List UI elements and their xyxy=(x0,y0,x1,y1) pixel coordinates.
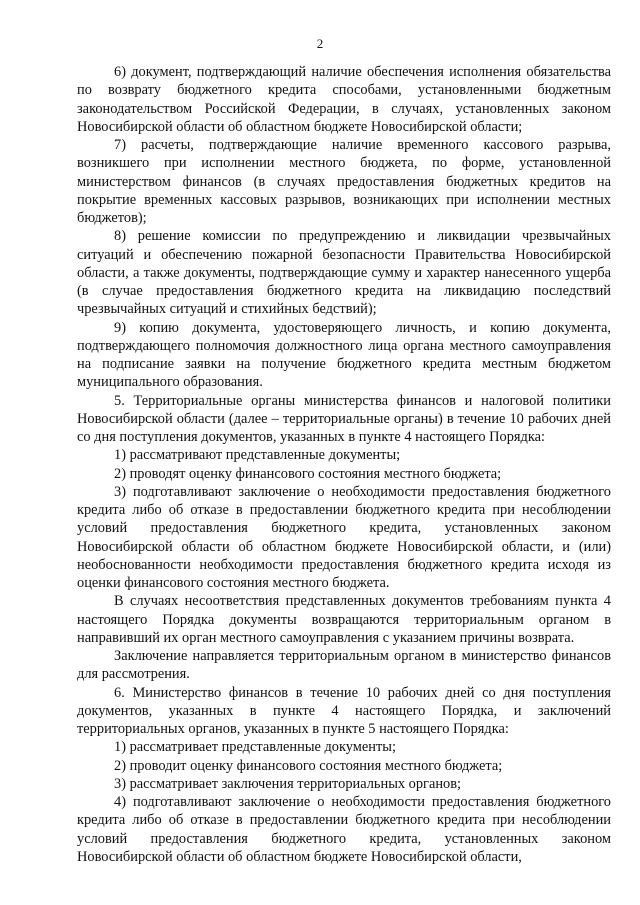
paragraph-item-6-guarantee-document: 6) документ, подтверждающий наличие обеспечения исполнения обязательства по возврату бюджетного кредита способами, установленными бюджетным законодательством Российской Федерации, в случаях, установленных законом Новосибирской области об областном бюджете Новосибирской области; xyxy=(77,64,611,135)
paragraph-section-6-item-2: 2) проводит оценку финансового состояния местного бюджета; xyxy=(114,757,503,774)
paragraph-section-6-item-4: 4) подготавливают заключение о необходимости предоставления бюджетного кредита либо об отказе в предоставлении бюджетного кредита при несоблюдении условий предоставления бюджетного кредита, установленных законом Новосибирской области об областном бюджете Новосибирской области, xyxy=(77,794,611,865)
paragraph-section-5-item-1: 1) рассматривают представленные документы; xyxy=(114,447,401,464)
paragraph-section-6-item-3: 3) рассматривает заключения территориальных органов; xyxy=(114,775,462,792)
page-number: 2 xyxy=(316,36,324,51)
paragraph-item-8-emergency-commission-decision: 8) решение комиссии по предупреждению и ликвидации чрезвычайных ситуаций и обеспечению пожарной безопасности Правительства Новосибирской области, а также документы, подтверждающие сумму и характер нанесенного ущерба (в случае предоставления бюджетного кредита на ликвидацию последствий чрезвычайных ситуаций и стихийных бедствий); xyxy=(77,228,611,318)
paragraph-item-9-identity-document-copy: 9) копию документа, удостоверяющего личность, и копию документа, подтверждающего полномочия должностного лица органа местного самоуправления на подписание заявки на получение бюджетного кредита местным бюджетом муниципального образования. xyxy=(77,319,611,391)
paragraph-section-5-item-3: 3) подготавливают заключение о необходимости предоставления бюджетного кредита либо об отказе в предоставлении бюджетного кредита при несоблюдении условий предоставления бюджетного кредита, установленных законом Новосибирской области об областном бюджете Новосибирской области, и (или) необоснованности необходимости предоставления бюджетного кредита исходя из оценки финансового состояния местного бюджета. xyxy=(77,483,611,591)
paragraph-item-7-cash-gap-calculations: 7) расчеты, подтверждающие наличие временного кассового разрыва, возникшего при исполнении местного бюджета, по форме, установленной министерством финансов (в случаях предоставления бюджетных кредитов на покрытие временных кассовых разрывов, возникающих при исполнении местных бюджетов); xyxy=(77,137,611,226)
paragraph-section-5-territorial-bodies: 5. Территориальные органы министерства финансов и налоговой политики Новосибирской области (далее – территориальные органы) в течение 10 рабочих дней со дня поступления документов, указанных в пункте 4 настоящего Порядка: xyxy=(77,392,611,445)
document-body xyxy=(77,63,611,866)
paragraph-section-5-item-2: 2) проводят оценку финансового состояния местного бюджета; xyxy=(114,465,502,482)
paragraph-section-5-document-return: В случаях несоответствия представленных документов требованиям пункта 4 настоящего Порядка документы возвращаются территориальным органом в направивший их орган местного самоуправления с указанием причины возврата. xyxy=(77,593,611,646)
paragraph-section-6-ministry-of-finance: 6. Министерство финансов в течение 10 рабочих дней со дня поступления документов, указанных в пункте 4 настоящего Порядка, и заключений территориальных органов, указанных в пункте 5 настоящего Порядка: xyxy=(77,684,611,737)
paragraph-section-5-conclusion-sent: Заключение направляется территориальным органом в министерство финансов для рассмотрения. xyxy=(77,648,611,683)
paragraph-section-6-item-1: 1) рассматривает представленные документы; xyxy=(114,739,396,756)
